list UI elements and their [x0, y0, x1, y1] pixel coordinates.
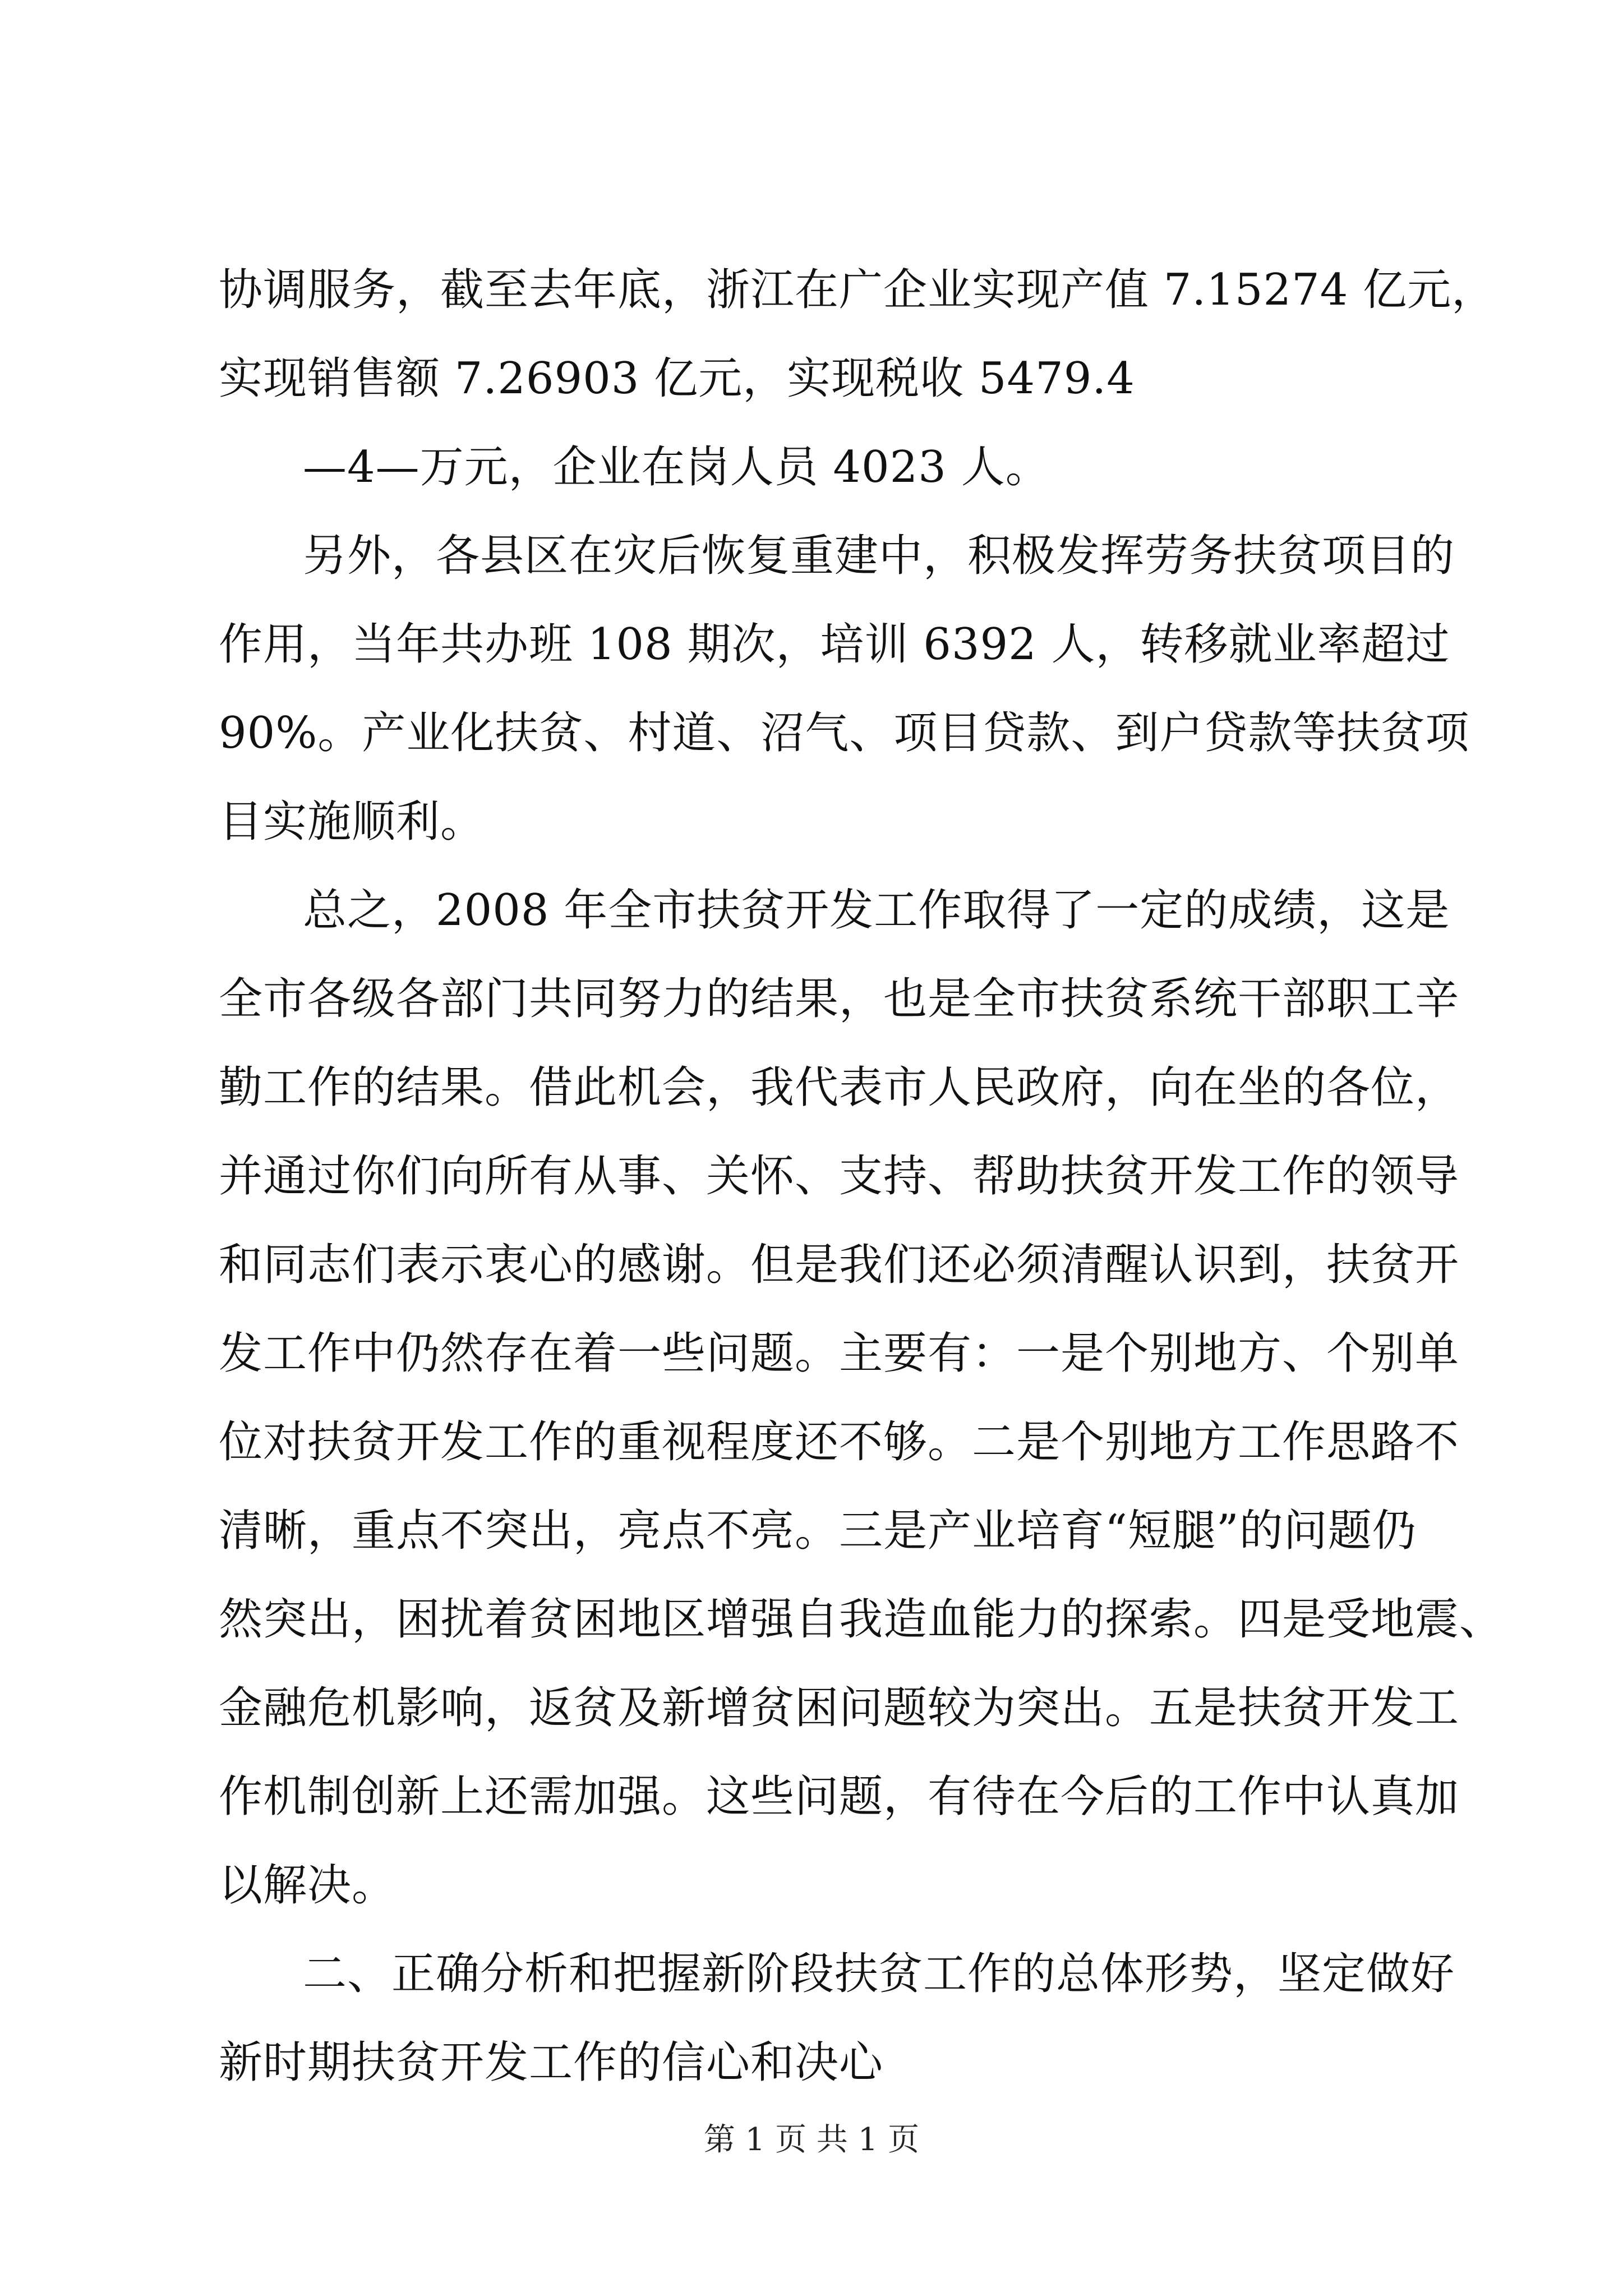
section-heading-continuation: 新时期扶贫开发工作的信心和决心 — [219, 2037, 884, 2088]
text-line: 实现销售额 7.26903 亿元，实现税收 5479.4 — [219, 353, 1135, 404]
text-line: 以解决。 — [219, 1860, 396, 1911]
paragraph-start: 另外，各县区在灾后恢复重建中，积极发挥劳务扶贫项目的 — [303, 531, 1455, 581]
section-heading: 二、正确分析和把握新阶段扶贫工作的总体形势，坚定做好 — [303, 1949, 1455, 1999]
text-line: 位对扶贫开发工作的重视程度还不够。二是个别地方工作思路不 — [219, 1417, 1460, 1467]
text-line: 协调服务，截至去年底，浙江在广企业实现产值 7.15274 亿元， — [219, 265, 1496, 315]
text-line: 并通过你们向所有从事、关怀、支持、帮助扶贫开发工作的领导 — [219, 1151, 1460, 1202]
page-footer: 第 1 页 共 1 页 — [703, 2122, 920, 2158]
text-line: 作用，当年共办班 108 期次，培训 6392 人，转移就业率超过 — [219, 619, 1450, 670]
text-line: —4—万元，企业在岗人员 4023 人。 — [303, 442, 1050, 493]
text-line: 全市各级各部门共同努力的结果，也是全市扶贫系统干部职工辛 — [219, 974, 1460, 1024]
text-line: 和同志们表示衷心的感谢。但是我们还必须清醒认识到，扶贫开 — [219, 1240, 1460, 1290]
text-line: 90%。产业化扶贫、村道、沼气、项目贷款、到户贷款等扶贫项 — [219, 708, 1470, 758]
text-line: 勤工作的结果。借此机会，我代表市人民政府，向在坐的各位， — [219, 1062, 1460, 1113]
text-line: 清晰，重点不突出，亮点不亮。三是产业培育“短腿”的问题仍 — [219, 1506, 1417, 1556]
text-line: 金融危机影响，返贫及新增贫困问题较为突出。五是扶贫开发工 — [219, 1683, 1460, 1733]
text-line: 作机制创新上还需加强。这些问题，有待在今后的工作中认真加 — [219, 1772, 1460, 1822]
paragraph-start: 总之，2008 年全市扶贫开发工作取得了一定的成绩，这是 — [303, 885, 1450, 936]
text-line: 目实施顺利。 — [219, 797, 485, 847]
text-line: 发工作中仍然存在着一些问题。主要有：一是个别地方、个别单 — [219, 1328, 1460, 1379]
text-line: 然突出，困扰着贫困地区增强自我造血能力的探索。四是受地震、 — [219, 1594, 1504, 1645]
